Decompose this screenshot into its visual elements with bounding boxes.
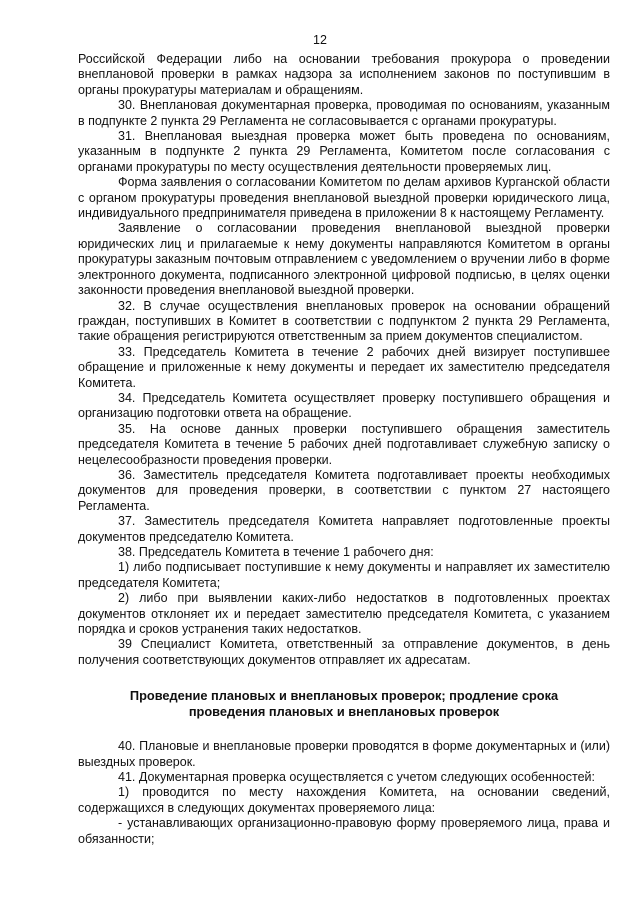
section-title: Проведение плановых и внеплановых проверок; продление срока проведения плановых и внеплановых проверок (129, 688, 559, 720)
paragraph: Форма заявления о согласовании Комитетом по делам архивов Курганской области с органом прокуратуры проведения внеплановой выездной проверки юридического лица, индивидуального предпринимателя приведена в приложении 8 к настоящему Регламенту. (78, 175, 610, 221)
paragraph: 30. Внеплановая документарная проверка, проводимая по основаниям, указанным в подпункте 2 пункта 29 Регламента не согласовывается с органами прокуратуры. (78, 98, 610, 128)
paragraphs-after-section (78, 739, 610, 847)
paragraph: 41. Документарная проверка осуществляется с учетом следующих особенностей: (118, 770, 595, 785)
paragraph: Российской Федерации либо на основании требования прокурора о проведении внеплановой проверки в рамках надзора за исполнением законов по поступившим в органы прокуратуры материалам и обращениям. (78, 52, 610, 97)
paragraph: 34. Председатель Комитета осуществляет проверку поступившего обращения и организацию подготовки ответа на обращение. (78, 390, 610, 421)
paragraph: 38. Председатель Комитета в течение 1 рабочего дня: (118, 545, 434, 559)
paragraph: Заявление о согласовании проведения внеплановой выездной проверки юридических лиц и прилагаемые к нему документы направляются Комитетом в органы прокуратуры заказным почтовым отправлением с уведомлением о вручении либо в форме электронного документа, подписанного электронной цифровой подписью, в целях оценки законности проведения внеплановой выездной проверки. (78, 221, 610, 298)
paragraph: 33. Председатель Комитета в течение 2 рабочих дней визирует поступившее обращение и приложенные к нему документы и передает их заместителю председателя Комитета. (78, 344, 610, 390)
paragraph: 31. Внеплановая выездная проверка может быть проведена по основаниям, указанным в подпункте 2 пункта 29 Регламента, Комитетом после согласования с органами прокуратуры по месту осуществления деятельности проверяемых лиц. (78, 129, 610, 174)
paragraphs-before-section (78, 52, 610, 668)
paragraph: 37. Заместитель председателя Комитета направляет подготовленные проекты документов председателю Комитета. (78, 514, 610, 544)
page-number: 12 (313, 33, 327, 47)
paragraph: 35. На основе данных проверки поступившего обращения заместитель председателя Комитета в течение 5 рабочих дней подготавливает служебную записку о нецелесообразности проведения проверки. (78, 421, 610, 467)
paragraph: 32. В случае осуществления внеплановых проверок на основании обращений граждан, поступивших в Комитет в соответствии с подпунктом 2 пункта 29 Регламента, такие обращения регистрируются ответственным за прием документов специалистом. (78, 298, 610, 344)
paragraph: 39 Специалист Комитета, ответственный за отправление документов, в день получения соответствующих документов отправляет их адресатам. (78, 637, 610, 667)
paragraph: 40. Плановые и внеплановые проверки проводятся в форме документарных и (или) выездных проверок. (78, 739, 610, 769)
paragraph: 2) либо при выявлении каких-либо недостатков в подготовленных проектах документов отклоняет их и передает заместителю председателя Комитета, с указанием порядка и сроков устранения таких недостатков. (78, 591, 610, 637)
paragraph: 1) либо подписывает поступившие к нему документы и направляет их заместителю председателя Комитета; (78, 560, 610, 590)
paragraph: 36. Заместитель председателя Комитета подготавливает проекты необходимых документов для проведения проверки, в соответствии с пунктом 27 настоящего Регламента. (78, 467, 610, 513)
document-body (78, 52, 610, 847)
paragraph: 1) проводится по месту нахождения Комитета, на основании сведений, содержащихся в следующих документах проверяемого лица: (78, 785, 610, 815)
paragraph: - устанавливающих организационно-правовую форму проверяемого лица, права и обязанности; (78, 816, 610, 846)
